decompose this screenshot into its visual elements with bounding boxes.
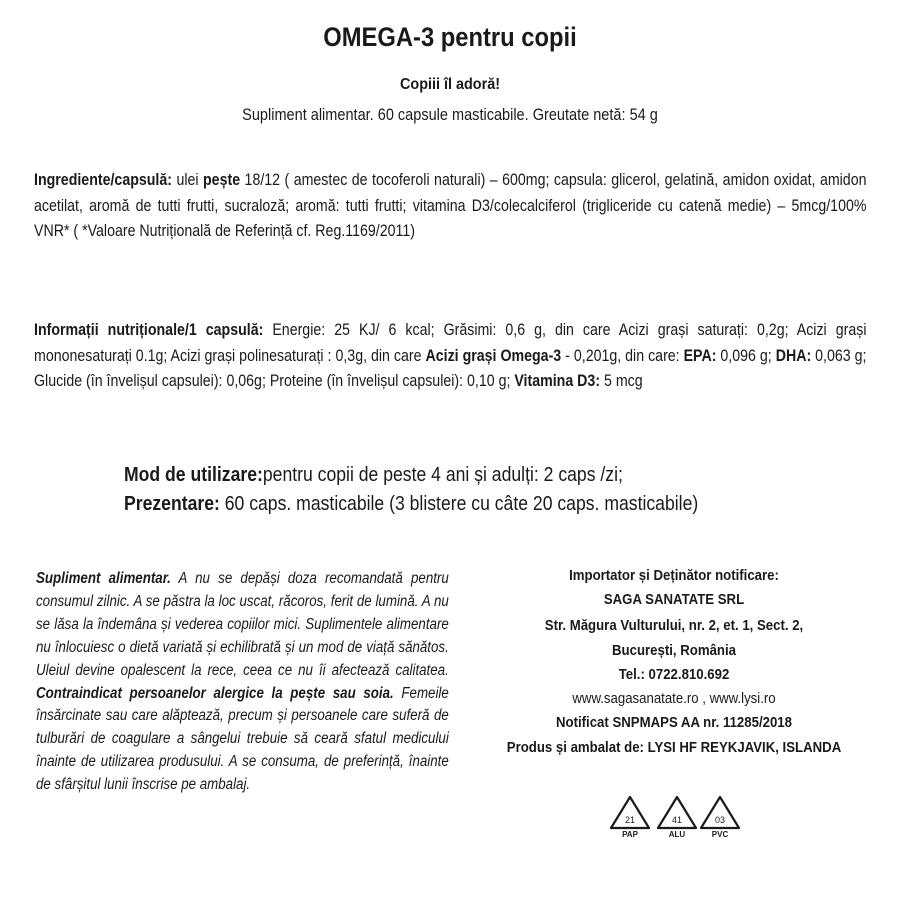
nutrition-label: Informații nutriționale/1 capsulă: [34,321,264,339]
dha-value: 0,063 g; Glucide (în învelișul capsulei): 0,06g; Proteine (în învelișul capsulei): 0,10 g; [34,346,867,390]
product-subtitle: Copiii îl adoră! [399,76,501,93]
manufacturer-line: Produs și ambalat de: LYSI HF REYKJAVIK, ISLANDA [506,739,842,756]
recycle-number: 41 [671,815,683,825]
recycle-label: PVC [711,830,729,839]
warning-text-2: Femeile însărcinate sau care alăptează, precum și persoanele care suferă de tulburări de coagulare a sângelui trebuie să ceară sfatul medicului înainte de utilizarea produsului. A se consuma, de preferință, înainte de sfârșitul lunii înscrise pe ambalaj. [36,684,449,794]
notification-number: Notificat SNPMAPS AA nr. 11285/2018 [555,714,792,731]
nutrition-paragraph [34,318,866,395]
ingredients-text-1: ulei [172,171,204,189]
recycle-number: 03 [714,815,726,825]
warning-text-1: A nu se depăși doza recomandată pentru consumul zilnic. A se păstra la loc uscat, răcoros, ferit de lumină. A nu se lăsa la îndemâna și vederea copiilor mici. Suplimentele alimentare nu înlocuiesc o dietă variată și echilibrată și un mod de viață sănătos. Uleiul devine opalescent la rece, ceea ce nu îi afectează calitatea. [36,570,449,679]
ingredients-label: Ingrediente/capsulă: [34,171,173,189]
ingredients-paragraph [34,168,866,245]
nutrition-text-1: Energie: 25 KJ/ 6 kcal; Grăsimi: 0,6 g, din care Acizi grași saturați: 0,2g; Acizi grași mononesaturați 0.1g; Acizi grași polinesaturați : 0,3g, din care [34,321,867,365]
epa-value: 0,096 g; [716,346,776,365]
warning-paragraph [36,568,449,797]
recycle-label: ALU [668,830,686,839]
recycle-pap-icon [608,794,652,844]
usage-label: Mod de utilizare: [124,464,263,486]
omega-label: Acizi grași Omega-3 [425,346,562,365]
importer-company: SAGA SANATATE SRL [603,591,745,608]
ingredients-bold-word: pește [203,171,241,189]
warning-lead: Supliment alimentar. [36,570,171,587]
contraindication-text: Contraindicat persoanelor alergice la pește sau soia. [36,684,394,702]
product-title: OMEGA-3 pentru copii [323,22,577,52]
importer-city: București, România [612,642,736,659]
presentation-label: Prezentare: [124,493,220,515]
usage-line [124,461,828,489]
nutrition-text-2: - 0,201g, din care: [561,346,684,365]
recycle-pvc-icon [698,794,742,844]
importer-websites: www.sagasanatate.ro , www.lysi.ro [572,690,776,707]
presentation-text: 60 caps. masticabile (3 blistere cu câte 20 caps. masticabile) [219,493,699,515]
presentation-line [124,490,828,518]
dha-label: DHA: [775,346,812,365]
importer-address: Str. Măgura Vulturului, nr. 2, et. 1, Sect. 2, [544,617,804,634]
recycle-number: 21 [624,815,636,825]
product-description: Supliment alimentar. 60 capsule masticabile. Greutate netă: 54 g [242,106,658,124]
vitamin-d3-label: Vitamina D3: [514,372,601,390]
usage-text: pentru copii de peste 4 ani și adulți: 2 caps /zi; [262,464,623,486]
epa-label: EPA: [683,346,717,365]
recycle-alu-icon [655,794,699,844]
importer-heading: Importator și Deținător notificare: [569,567,779,584]
vitamin-d3-value: 5 mcg [600,372,643,390]
importer-phone: Tel.: 0722.810.692 [618,666,730,683]
recycle-label: PAP [622,830,638,839]
ingredients-text-2: 18/12 ( amestec de tocoferoli naturali) – 600mg; capsula: glicerol, gelatină, amidon oxidat, amidon acetilat, aromă de tutti frutti, sucraloză; aromă: tutti frutti; vitamina D3/colecalciferol (trigliceride cu catenă medie) – 5mcg/100% VNR* ( *Valoare Nutrițională de Referință cf. Reg.1169/2011) [34,171,867,240]
